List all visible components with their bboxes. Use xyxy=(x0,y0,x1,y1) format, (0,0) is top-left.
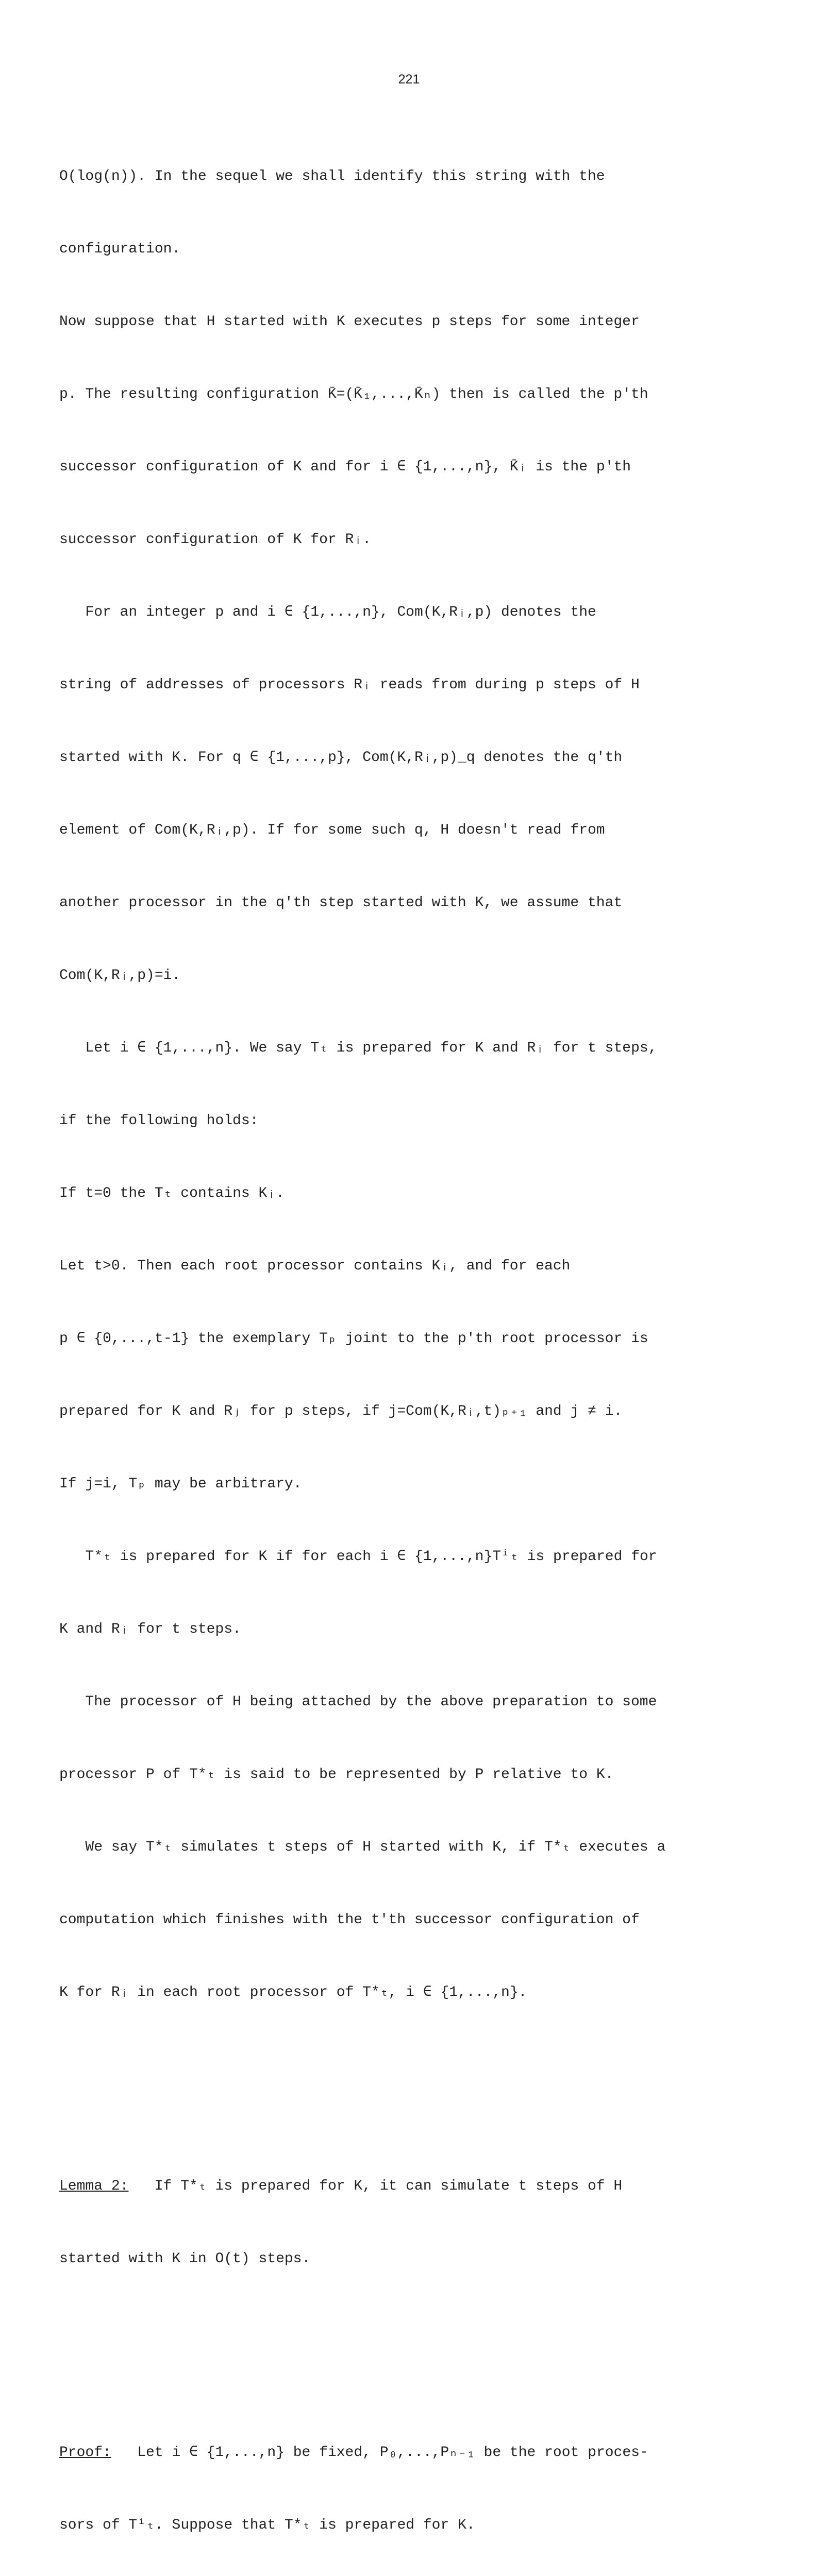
text-line: Now suppose that H started with K executes p steps for some integer xyxy=(59,314,640,330)
text-line: successor configuration of K for Rᵢ. xyxy=(59,532,371,548)
text-line: O(log(n)). In the sequel we shall identify this string with the xyxy=(59,168,605,184)
proof-line: sors of Tⁱₜ. Suppose that T*ₜ is prepared for K. xyxy=(59,2517,475,2533)
text-line: prepared for K and Rⱼ for p steps, if j=Com(K,Rᵢ,t)ₚ₊₁ and j ≠ i. xyxy=(59,1403,623,1419)
lemma-heading: Lemma 2: xyxy=(59,2178,129,2194)
lemma-line: started with K in O(t) steps. xyxy=(59,2251,311,2267)
page-number: 221 xyxy=(398,72,420,87)
text-line: T*ₜ is prepared for K if for each i ∈ {1,...,n}Tⁱₜ is prepared for xyxy=(59,1549,657,1565)
text-line: another processor in the q'th step started with K, we assume that xyxy=(59,895,623,911)
text-line: started with K. For q ∈ {1,...,p}, Com(K,Rᵢ,p)_q denotes the q'th xyxy=(59,750,623,766)
proof-text: Let i ∈ {1,...,n} be fixed, P₀,...,Pₙ₋₁ be the root proces- xyxy=(111,2445,648,2461)
text-line: computation which finishes with the t'th successor configuration of xyxy=(59,1912,640,1928)
text-line: For an integer p and i ∈ {1,...,n}, Com(K,Rᵢ,p) denotes the xyxy=(59,604,596,620)
text-line: K and Rᵢ for t steps. xyxy=(59,1621,241,1637)
text-line: If t=0 the Tₜ contains Kᵢ. xyxy=(59,1185,285,1201)
text-line: string of addresses of processors Rᵢ reads from during p steps of H xyxy=(59,677,640,693)
page-text xyxy=(59,116,704,2576)
text-line: configuration. xyxy=(59,241,181,257)
text-line: p. The resulting configuration K̄=(K̄₁,...,K̄ₙ) then is called the p'th xyxy=(59,386,648,402)
text-line: K for Rᵢ in each root processor of T*ₜ, i ∈ {1,...,n}. xyxy=(59,1985,527,2001)
text-line: The processor of H being attached by the above preparation to some xyxy=(59,1694,657,1710)
text-line: We say T*ₜ simulates t steps of H started with K, if T*ₜ executes a xyxy=(59,1839,666,1855)
proof-line xyxy=(59,2441,704,2465)
blank-line xyxy=(59,2077,704,2102)
text-line: if the following holds: xyxy=(59,1113,259,1129)
text-line: If j=i, Tₚ may be arbitrary. xyxy=(59,1476,302,1492)
text-line: Com(K,Rᵢ,p)=i. xyxy=(59,968,181,984)
proof-heading: Proof: xyxy=(59,2445,111,2461)
lemma-text: If T*ₜ is prepared for K, it can simulate t steps of H xyxy=(128,2178,623,2194)
text-line: Let t>0. Then each root processor contains Kᵢ, and for each xyxy=(59,1258,571,1274)
text-line: Let i ∈ {1,...,n}. We say Tₜ is prepared for K and Rᵢ for t steps, xyxy=(59,1040,657,1056)
text-line: element of Com(K,Rᵢ,p). If for some such q, H doesn't read from xyxy=(59,822,605,838)
lemma-line xyxy=(59,2174,704,2198)
blank-line xyxy=(59,2344,704,2368)
text-line: successor configuration of K and for i ∈ {1,...,n}, K̄ᵢ is the p'th xyxy=(59,459,631,475)
text-line: p ∈ {0,...,t-1} the exemplary Tₚ joint to the p'th root processor is xyxy=(59,1331,648,1347)
text-line: processor P of T*ₜ is said to be represented by P relative to K. xyxy=(59,1767,614,1783)
